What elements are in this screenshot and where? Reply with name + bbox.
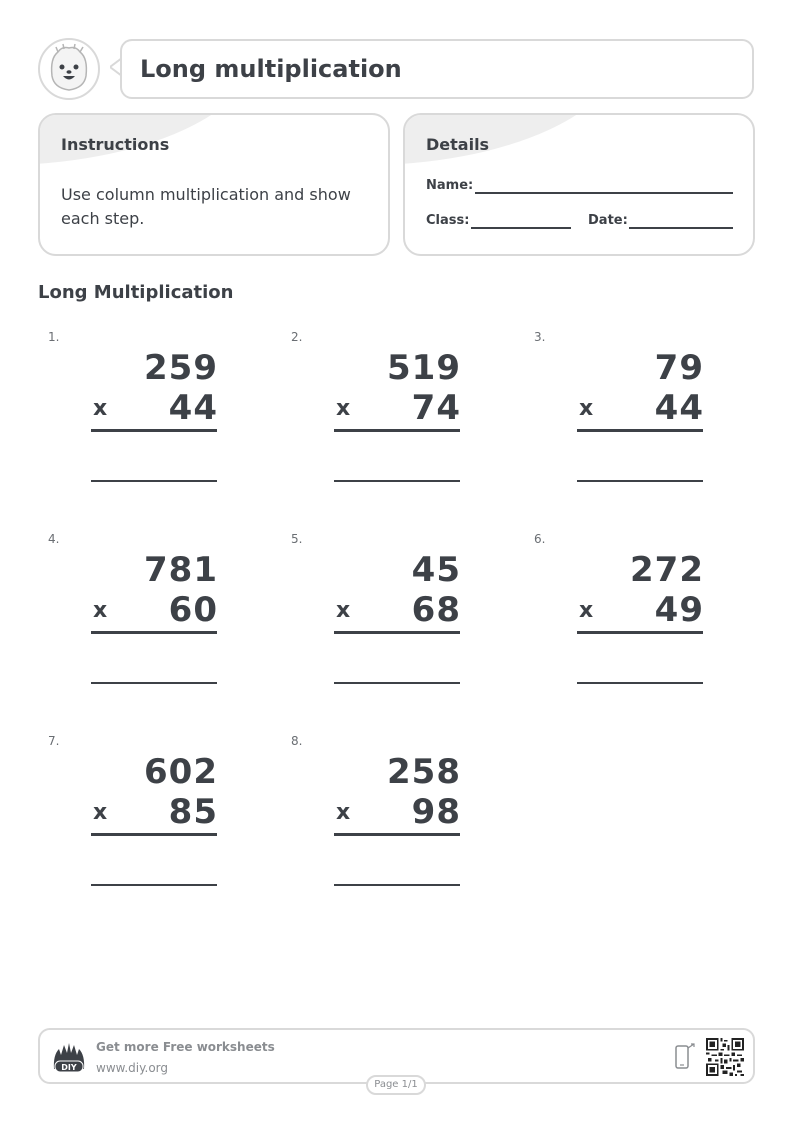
product-rule <box>91 631 217 634</box>
phone-icon <box>674 1042 696 1072</box>
multiplier: 60 <box>168 590 218 630</box>
footer-promo: Get more Free worksheets <box>96 1040 275 1054</box>
problem-number: 5. <box>291 532 303 546</box>
problem-8 <box>281 734 521 924</box>
multiplier: 44 <box>654 388 704 428</box>
problem-7 <box>38 734 278 924</box>
problem-2 <box>281 330 521 520</box>
product-rule <box>334 833 460 836</box>
problem-number: 2. <box>291 330 303 344</box>
product-rule <box>577 429 703 432</box>
multiplier: 68 <box>411 590 461 630</box>
diy-logo-icon <box>51 1039 87 1075</box>
instructions-panel <box>38 113 390 256</box>
qr-code-icon <box>706 1038 744 1076</box>
product-rule <box>91 429 217 432</box>
problem-number: 8. <box>291 734 303 748</box>
answer-line[interactable] <box>334 682 460 684</box>
class-label: Class: <box>426 213 470 228</box>
problem-number: 1. <box>48 330 60 344</box>
answer-line[interactable] <box>91 480 217 482</box>
times-sign: x <box>336 800 351 825</box>
problem-number: 3. <box>534 330 546 344</box>
multiplier: 85 <box>168 792 218 832</box>
answer-line[interactable] <box>91 682 217 684</box>
logo-text: DIY <box>61 1063 77 1072</box>
problem-3 <box>524 330 764 520</box>
answer-line[interactable] <box>577 682 703 684</box>
multiplicand: 519 <box>387 348 461 388</box>
details-panel <box>403 113 755 256</box>
product-rule <box>334 631 460 634</box>
multiplier: 74 <box>411 388 461 428</box>
multiplicand: 79 <box>654 348 704 388</box>
footer-url[interactable]: www.diy.org <box>96 1061 168 1075</box>
problem-1 <box>38 330 278 520</box>
name-field[interactable] <box>475 192 733 194</box>
instructions-text: Use column multiplication and show each step. <box>61 185 351 228</box>
date-field[interactable] <box>629 227 733 229</box>
class-field[interactable] <box>471 227 571 229</box>
times-sign: x <box>93 800 108 825</box>
date-label: Date: <box>588 213 628 228</box>
times-sign: x <box>336 396 351 421</box>
multiplier: 44 <box>168 388 218 428</box>
problem-number: 4. <box>48 532 60 546</box>
times-sign: x <box>93 598 108 623</box>
times-sign: x <box>93 396 108 421</box>
product-rule <box>334 429 460 432</box>
multiplicand: 45 <box>411 550 461 590</box>
answer-line[interactable] <box>334 480 460 482</box>
times-sign: x <box>579 396 594 421</box>
multiplicand: 602 <box>144 752 218 792</box>
multiplicand: 259 <box>144 348 218 388</box>
answer-line[interactable] <box>334 884 460 886</box>
times-sign: x <box>579 598 594 623</box>
problem-6 <box>524 532 764 722</box>
product-rule <box>91 833 217 836</box>
answer-line[interactable] <box>91 884 217 886</box>
multiplier: 98 <box>411 792 461 832</box>
multiplier: 49 <box>654 590 704 630</box>
multiplicand: 272 <box>630 550 704 590</box>
instructions-heading: Instructions <box>61 135 170 154</box>
page-title: Long multiplication <box>140 55 402 83</box>
answer-line[interactable] <box>577 480 703 482</box>
multiplicand: 258 <box>387 752 461 792</box>
mascot-icon <box>38 38 100 100</box>
multiplicand: 781 <box>144 550 218 590</box>
problem-4 <box>38 532 278 722</box>
section-title: Long Multiplication <box>38 282 234 303</box>
details-heading: Details <box>426 135 490 154</box>
problem-number: 7. <box>48 734 60 748</box>
problem-5 <box>281 532 521 722</box>
title-banner <box>120 39 754 99</box>
product-rule <box>577 631 703 634</box>
times-sign: x <box>336 598 351 623</box>
problem-number: 6. <box>534 532 546 546</box>
page-indicator: Page 1/1 <box>366 1075 426 1095</box>
name-label: Name: <box>426 178 474 193</box>
